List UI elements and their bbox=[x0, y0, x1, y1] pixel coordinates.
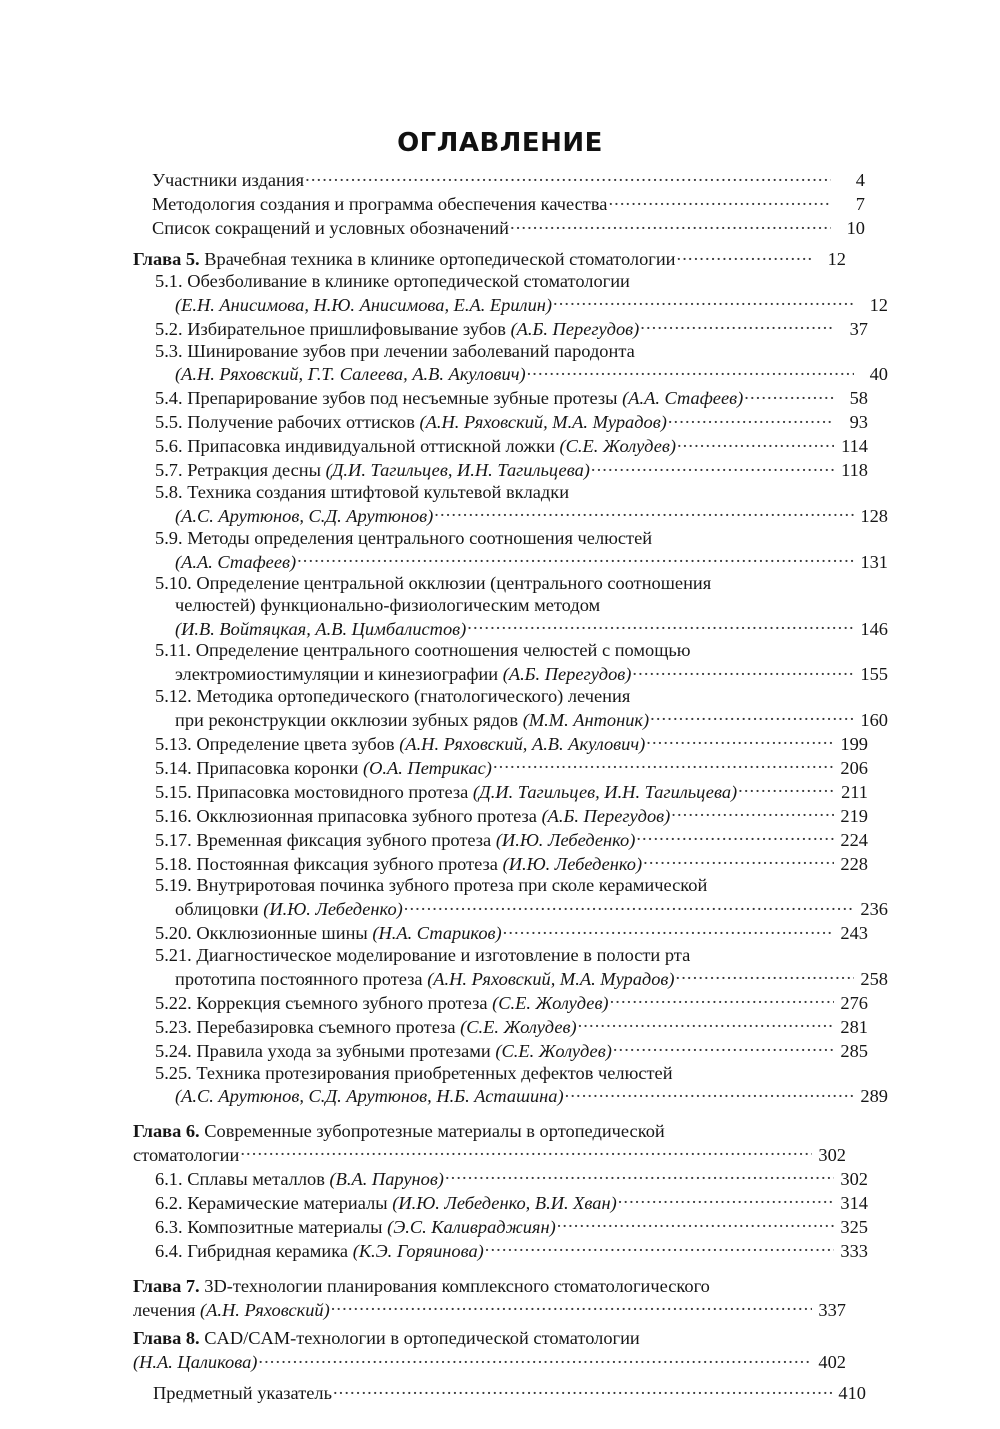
toc-section-5-22[interactable] bbox=[155, 991, 868, 1015]
section-line bbox=[155, 436, 676, 458]
leader-dots bbox=[240, 1143, 812, 1161]
section-page: 128 bbox=[860, 506, 888, 526]
section-page: 243 bbox=[840, 923, 868, 944]
section-title: Припасовка мостовидного протеза bbox=[196, 781, 469, 802]
toc-section-5-21-line2[interactable] bbox=[175, 967, 888, 991]
toc-section-5-25-line1[interactable] bbox=[155, 1063, 846, 1085]
section-title: Определение цвета зубов bbox=[196, 733, 395, 754]
section-line bbox=[155, 388, 743, 410]
section-title: Постоянная фиксация зубного протеза bbox=[196, 853, 498, 874]
section-page: 118 bbox=[841, 460, 868, 481]
section-authors: (Е.Н. Анисимова, Н.Ю. Анисимова, Е.А. Ерилин) bbox=[175, 294, 553, 315]
section-title: Перебазировка съемного протеза bbox=[196, 1016, 456, 1037]
section-authors: (С.Е. Жолудев) bbox=[559, 436, 676, 457]
toc-section-5-1-line1[interactable] bbox=[155, 271, 846, 293]
spacer bbox=[133, 1108, 846, 1121]
section-page: 281 bbox=[840, 1016, 868, 1037]
section-title: Методы определения центрального соотношения челюстей bbox=[187, 527, 653, 548]
spacer bbox=[133, 1374, 846, 1381]
section-line bbox=[155, 734, 645, 756]
section-page: 302 bbox=[840, 1169, 868, 1190]
toc-entry-title: Методология создания и программа обеспечения качества bbox=[152, 194, 608, 215]
section-line bbox=[155, 412, 667, 434]
toc-section-6-2[interactable] bbox=[155, 1191, 868, 1215]
section-number: 6.2. bbox=[155, 1193, 183, 1214]
section-title-cont: облицовки bbox=[175, 899, 259, 920]
section-authors: (Д.И. Тагильцев, И.Н. Тагильцева) bbox=[472, 781, 738, 802]
section-number: 5.11. bbox=[155, 640, 192, 661]
section-title: Временная фиксация зубного протеза bbox=[196, 829, 492, 850]
section-page: 289 bbox=[860, 1086, 888, 1107]
leader-dots bbox=[744, 386, 834, 404]
section-number: 5.2. bbox=[155, 318, 183, 339]
spacer bbox=[133, 240, 846, 247]
section-page: 146 bbox=[860, 618, 888, 639]
section-authors: (О.А. Петрикас) bbox=[363, 757, 492, 778]
leader-dots bbox=[646, 732, 834, 750]
section-title: Окклюзионная припасовка зубного протеза bbox=[196, 805, 537, 826]
section-line bbox=[155, 758, 492, 780]
section-authors: (А.С. Арутюнов, С.Д. Арутюнов) bbox=[175, 506, 434, 526]
chapter-title: Современные зубопротезные материалы в ортопедической bbox=[204, 1121, 665, 1142]
section-authors: (В.А. Парунов) bbox=[329, 1169, 444, 1190]
toc-section-5-20[interactable] bbox=[155, 921, 868, 945]
section-number: 6.1. bbox=[155, 1169, 183, 1190]
section-number: 5.20. bbox=[155, 923, 192, 944]
leader-dots bbox=[676, 967, 854, 985]
toc-section-5-17[interactable] bbox=[155, 827, 868, 851]
leader-dots bbox=[610, 991, 834, 1009]
section-number: 5.23. bbox=[155, 1016, 192, 1037]
section-line bbox=[175, 710, 649, 732]
leader-dots bbox=[333, 1381, 832, 1399]
section-title: Окклюзионные шины bbox=[196, 923, 368, 944]
section-page: 219 bbox=[840, 805, 868, 826]
section-authors: (М.М. Антоник) bbox=[522, 709, 650, 730]
section-authors: (И.В. Войтяцкая, А.В. Цимбалистов) bbox=[175, 618, 467, 639]
section-line bbox=[155, 1041, 612, 1063]
section-title: Внутриротовая починка зубного протеза при сколе керамической bbox=[196, 875, 708, 896]
section-page: 131 bbox=[860, 551, 888, 572]
section-page: 228 bbox=[840, 853, 868, 874]
chapter-label: Глава 8. bbox=[133, 1328, 200, 1349]
leader-dots bbox=[527, 362, 854, 380]
leader-dots bbox=[434, 504, 854, 522]
section-number: 5.21. bbox=[155, 944, 192, 965]
section-title: Сплавы металлов bbox=[187, 1169, 325, 1190]
leader-dots bbox=[738, 779, 834, 797]
section-number: 5.18. bbox=[155, 853, 192, 874]
section-line bbox=[155, 782, 737, 804]
section-title: Определение центрального соотношения челюстей с помощью bbox=[195, 640, 691, 661]
spacer bbox=[133, 1321, 846, 1328]
section-authors: (А.Н. Ряховский, М.А. Мурадов) bbox=[427, 968, 675, 989]
chapter-label: Глава 5. bbox=[133, 249, 200, 270]
toc-section-5-21-line1[interactable] bbox=[155, 945, 846, 967]
chapter-title: Врачебная техника в клинике ортопедической стоматологии bbox=[204, 249, 676, 270]
toc-section-5-15[interactable] bbox=[155, 779, 868, 803]
section-page: 333 bbox=[840, 1241, 868, 1261]
toc-section-6-3[interactable] bbox=[155, 1215, 868, 1239]
section-number: 5.5. bbox=[155, 412, 183, 433]
section-authors: (А.Н. Ряховский, Г.Т. Салеева, А.В. Акулович) bbox=[175, 364, 526, 385]
toc-section-6-4[interactable] bbox=[155, 1239, 868, 1263]
chapter-title: 3D-технологии планирования комплексного стоматологического bbox=[204, 1275, 710, 1296]
toc-section-5-18[interactable] bbox=[155, 851, 868, 875]
chapter-page: 302 bbox=[818, 1145, 846, 1166]
section-line bbox=[155, 854, 642, 876]
section-line bbox=[155, 1241, 484, 1263]
section-authors: (А.А. Стафеев) bbox=[175, 551, 297, 572]
section-page: 211 bbox=[841, 781, 868, 802]
chapter-authors: (Н.А. Цаликова) bbox=[133, 1352, 258, 1373]
toc-entry-page: 7 bbox=[855, 194, 865, 215]
section-page: 224 bbox=[840, 829, 868, 850]
leader-dots bbox=[467, 616, 854, 634]
section-number: 5.1. bbox=[155, 270, 183, 291]
toc-section-5-2[interactable] bbox=[155, 317, 868, 341]
toc-chapter-5[interactable] bbox=[133, 247, 846, 271]
chapter-title: CAD/CAM-технологии в ортопедической стоматологии bbox=[204, 1328, 640, 1349]
toc-section-5-10-line3[interactable] bbox=[175, 616, 888, 640]
section-page: 160 bbox=[860, 709, 888, 730]
section-title: Ретракция десны bbox=[187, 460, 321, 481]
section-title: Керамические материалы bbox=[187, 1193, 388, 1214]
section-number: 5.16. bbox=[155, 805, 192, 826]
toc-section-5-11-line1[interactable] bbox=[155, 640, 846, 662]
toc-chapter-7-line1[interactable] bbox=[133, 1276, 846, 1298]
section-page: 93 bbox=[849, 412, 868, 433]
section-number: 5.8. bbox=[155, 482, 183, 503]
toc-section-5-8-line1[interactable] bbox=[155, 482, 846, 504]
leader-dots bbox=[503, 921, 834, 939]
toc-entry-subject-index[interactable] bbox=[153, 1381, 866, 1405]
section-line bbox=[155, 1217, 556, 1239]
section-authors: (А.А. Стафеев) bbox=[622, 388, 744, 409]
section-page: 155 bbox=[860, 664, 888, 685]
leader-dots bbox=[613, 1039, 834, 1057]
section-authors: (А.Н. Ряховский, А.В. Акулович) bbox=[399, 733, 646, 754]
section-number: 5.6. bbox=[155, 436, 183, 457]
section-authors: (И.Ю. Лебеденко) bbox=[495, 829, 636, 850]
leader-dots bbox=[485, 1239, 834, 1257]
section-page: 276 bbox=[840, 992, 868, 1013]
section-number: 6.3. bbox=[155, 1217, 183, 1238]
section-page: 12 bbox=[869, 294, 888, 315]
leader-dots bbox=[608, 192, 831, 210]
section-line bbox=[155, 923, 502, 945]
toc-section-6-1[interactable] bbox=[155, 1167, 868, 1191]
leader-dots bbox=[677, 434, 834, 452]
section-title: Избирательное пришлифовывание зубов bbox=[187, 318, 506, 339]
section-title: Припасовка индивидуальной оттискной ложки bbox=[187, 436, 555, 457]
section-number: 5.14. bbox=[155, 757, 192, 778]
section-number: 5.10. bbox=[155, 573, 192, 594]
section-number: 5.17. bbox=[155, 829, 192, 850]
section-line bbox=[175, 969, 675, 991]
section-line bbox=[155, 830, 635, 852]
leader-dots bbox=[331, 1297, 812, 1315]
section-number: 5.22. bbox=[155, 992, 192, 1013]
chapter-heading bbox=[133, 249, 676, 271]
leader-dots bbox=[305, 168, 831, 186]
section-title: Композитные материалы bbox=[187, 1217, 383, 1238]
toc-section-5-8-line2[interactable] bbox=[175, 504, 888, 528]
leader-dots bbox=[258, 1350, 812, 1368]
section-authors: (И.Ю. Лебеденко) bbox=[263, 899, 403, 920]
section-title: Гибридная керамика bbox=[187, 1241, 349, 1261]
section-title-cont: челюстей) функционально-физиологическим методом bbox=[175, 594, 601, 615]
section-page: 258 bbox=[860, 968, 888, 989]
section-line bbox=[155, 1193, 617, 1215]
leader-dots bbox=[404, 897, 854, 915]
toc-section-5-23[interactable] bbox=[155, 1015, 868, 1039]
section-number: 5.9. bbox=[155, 527, 183, 548]
section-line bbox=[155, 806, 670, 828]
toc-section-5-3-line1[interactable] bbox=[155, 341, 846, 363]
section-title: Диагностическое моделирование и изготовление в полости рта bbox=[196, 944, 691, 965]
leader-dots bbox=[557, 1215, 834, 1233]
toc-section-5-11-line2[interactable] bbox=[175, 662, 888, 686]
section-title: Коррекция съемного зубного протеза bbox=[196, 992, 488, 1013]
section-number: 5.13. bbox=[155, 733, 192, 754]
table-of-contents bbox=[133, 168, 888, 1405]
toc-chapter-8-line2[interactable] bbox=[133, 1350, 846, 1374]
toc-entry-page: 4 bbox=[855, 170, 865, 191]
toc-section-5-1-line2[interactable] bbox=[175, 293, 888, 317]
section-authors: (С.Е. Жолудев) bbox=[460, 1016, 577, 1037]
toc-entry-front-0[interactable] bbox=[152, 168, 865, 192]
leader-dots bbox=[493, 755, 834, 773]
spacer bbox=[133, 1263, 846, 1276]
chapter-title-cont: лечения bbox=[133, 1299, 196, 1320]
toc-section-5-3-line2[interactable] bbox=[175, 362, 888, 386]
toc-section-5-5[interactable] bbox=[155, 410, 868, 434]
section-title: Правила ухода за зубными протезами bbox=[196, 1040, 491, 1061]
section-title: Определение центральной окклюзии (центрального соотношения bbox=[196, 573, 712, 594]
section-title: Шинирование зубов при лечении заболеваний пародонта bbox=[187, 340, 635, 361]
toc-entry-front-1[interactable] bbox=[152, 192, 865, 216]
section-page: 236 bbox=[860, 899, 888, 920]
toc-entry-front-2[interactable] bbox=[152, 216, 865, 240]
toc-section-5-16[interactable] bbox=[155, 803, 868, 827]
chapter-label: Глава 6. bbox=[133, 1121, 200, 1142]
section-authors: (А.С. Арутюнов, С.Д. Арутюнов, Н.Б. Асташина) bbox=[175, 1086, 564, 1107]
leader-dots bbox=[668, 410, 834, 428]
section-authors: (С.Е. Жолудев) bbox=[495, 1040, 612, 1061]
section-page: 314 bbox=[840, 1193, 868, 1214]
section-authors: (К.Э. Горяинова) bbox=[352, 1241, 484, 1261]
section-title-cont: электромиостимуляции и кинезиографии bbox=[175, 664, 499, 685]
leader-dots bbox=[618, 1191, 834, 1209]
section-authors: (Н.А. Стариков) bbox=[372, 923, 502, 944]
leader-dots bbox=[671, 803, 834, 821]
section-line bbox=[155, 1017, 577, 1039]
section-title: Препарирование зубов под несъемные зубные протезы bbox=[187, 388, 618, 409]
section-line bbox=[175, 899, 403, 921]
leader-dots bbox=[553, 293, 854, 311]
section-line bbox=[155, 1169, 444, 1191]
toc-entry-page: 10 bbox=[846, 218, 865, 239]
leader-dots bbox=[643, 851, 834, 869]
section-title: Обезболивание в клинике ортопедической стоматологии bbox=[187, 270, 630, 291]
toc-section-5-14[interactable] bbox=[155, 755, 868, 779]
chapter-page: 402 bbox=[818, 1352, 846, 1373]
section-number: 6.4. bbox=[155, 1241, 183, 1261]
section-number: 5.15. bbox=[155, 781, 192, 802]
toc-section-5-6[interactable] bbox=[155, 434, 868, 458]
toc-section-5-12-line1[interactable] bbox=[155, 686, 846, 708]
section-number: 5.7. bbox=[155, 460, 183, 481]
chapter-label: Глава 7. bbox=[133, 1275, 200, 1296]
section-line bbox=[155, 319, 639, 341]
toc-section-5-10-line2[interactable] bbox=[175, 595, 846, 617]
section-page: 114 bbox=[841, 436, 868, 457]
page-title: ОГЛАВЛЕНИЕ bbox=[397, 128, 603, 158]
section-authors: (А.Б. Перегудов) bbox=[510, 318, 640, 339]
chapter-page: 337 bbox=[818, 1299, 846, 1320]
toc-section-5-12-line2[interactable] bbox=[175, 708, 888, 732]
section-authors: (И.Ю. Лебеденко, В.И. Хван) bbox=[392, 1193, 617, 1214]
section-title: Припасовка коронки bbox=[196, 757, 359, 778]
section-page: 37 bbox=[849, 318, 868, 339]
toc-chapter-7-line2[interactable] bbox=[133, 1297, 846, 1321]
section-title: Методика ортопедического (гнатологического) лечения bbox=[196, 685, 631, 706]
leader-dots bbox=[636, 827, 834, 845]
leader-dots bbox=[578, 1015, 834, 1033]
toc-entry-title: Список сокращений и условных обозначений bbox=[152, 218, 510, 239]
section-title-cont: при реконструкции окклюзии зубных рядов bbox=[175, 709, 519, 730]
leader-dots bbox=[297, 549, 854, 567]
section-page: 40 bbox=[869, 364, 888, 385]
section-number: 5.12. bbox=[155, 685, 192, 706]
section-authors: (С.Е. Жолудев) bbox=[492, 992, 609, 1013]
toc-section-5-10-line1[interactable] bbox=[155, 573, 846, 595]
leader-dots bbox=[632, 662, 854, 680]
toc-section-5-25-line2[interactable] bbox=[175, 1084, 888, 1108]
toc-section-5-7[interactable] bbox=[155, 458, 868, 482]
section-page: 325 bbox=[840, 1217, 868, 1238]
toc-entry-page: 410 bbox=[838, 1383, 866, 1404]
toc-section-5-19-line1[interactable] bbox=[155, 875, 846, 897]
leader-dots bbox=[565, 1084, 854, 1102]
chapter-title-cont: стоматологии bbox=[133, 1145, 240, 1166]
section-page: 58 bbox=[849, 388, 868, 409]
toc-section-5-9-line2[interactable] bbox=[175, 549, 888, 573]
section-page: 285 bbox=[840, 1040, 868, 1061]
chapter-authors: (А.Н. Ряховский) bbox=[200, 1299, 330, 1320]
section-number: 5.4. bbox=[155, 388, 183, 409]
leader-dots bbox=[445, 1167, 834, 1185]
section-line bbox=[155, 460, 590, 482]
section-page: 206 bbox=[840, 757, 868, 778]
chapter-line bbox=[133, 1300, 330, 1322]
section-authors: (А.Н. Ряховский, М.А. Мурадов) bbox=[419, 412, 667, 433]
toc-entry-title: Участники издания bbox=[152, 170, 305, 191]
chapter-page: 12 bbox=[827, 249, 846, 270]
section-title: Получение рабочих оттисков bbox=[187, 412, 415, 433]
section-number: 5.24. bbox=[155, 1040, 192, 1061]
section-page: 199 bbox=[840, 733, 868, 754]
section-authors: (И.Ю. Лебеденко) bbox=[502, 853, 643, 874]
toc-entry-title: Предметный указатель bbox=[153, 1383, 332, 1404]
leader-dots bbox=[640, 317, 834, 335]
leader-dots bbox=[677, 247, 812, 265]
section-authors: (Э.С. Каливраджиян) bbox=[387, 1217, 556, 1238]
section-authors: (Д.И. Тагильцев, И.Н. Тагильцева) bbox=[325, 460, 590, 481]
section-authors: (А.Б. Перегудов) bbox=[502, 664, 632, 685]
leader-dots bbox=[591, 458, 834, 476]
leader-dots bbox=[650, 708, 854, 726]
toc-section-5-9-line1[interactable] bbox=[155, 528, 846, 550]
leader-dots bbox=[510, 216, 831, 234]
section-line bbox=[155, 993, 609, 1015]
section-number: 5.3. bbox=[155, 340, 183, 361]
toc-chapter-6-line2[interactable] bbox=[133, 1143, 846, 1167]
section-authors: (А.Б. Перегудов) bbox=[541, 805, 671, 826]
section-number: 5.25. bbox=[155, 1062, 192, 1083]
toc-chapter-8-line1[interactable] bbox=[133, 1328, 846, 1350]
toc-section-5-13[interactable] bbox=[155, 732, 868, 756]
section-title: Техника создания штифтовой культевой вкладки bbox=[187, 482, 570, 503]
section-title: Техника протезирования приобретенных дефектов челюстей bbox=[196, 1062, 673, 1083]
toc-chapter-6-line1[interactable] bbox=[133, 1121, 846, 1143]
toc-section-5-24[interactable] bbox=[155, 1039, 868, 1063]
toc-section-5-19-line2[interactable] bbox=[175, 897, 888, 921]
toc-section-5-4[interactable] bbox=[155, 386, 868, 410]
section-number: 5.19. bbox=[155, 875, 192, 896]
section-line bbox=[175, 664, 631, 686]
section-title-cont: прототипа постоянного протеза bbox=[175, 968, 423, 989]
